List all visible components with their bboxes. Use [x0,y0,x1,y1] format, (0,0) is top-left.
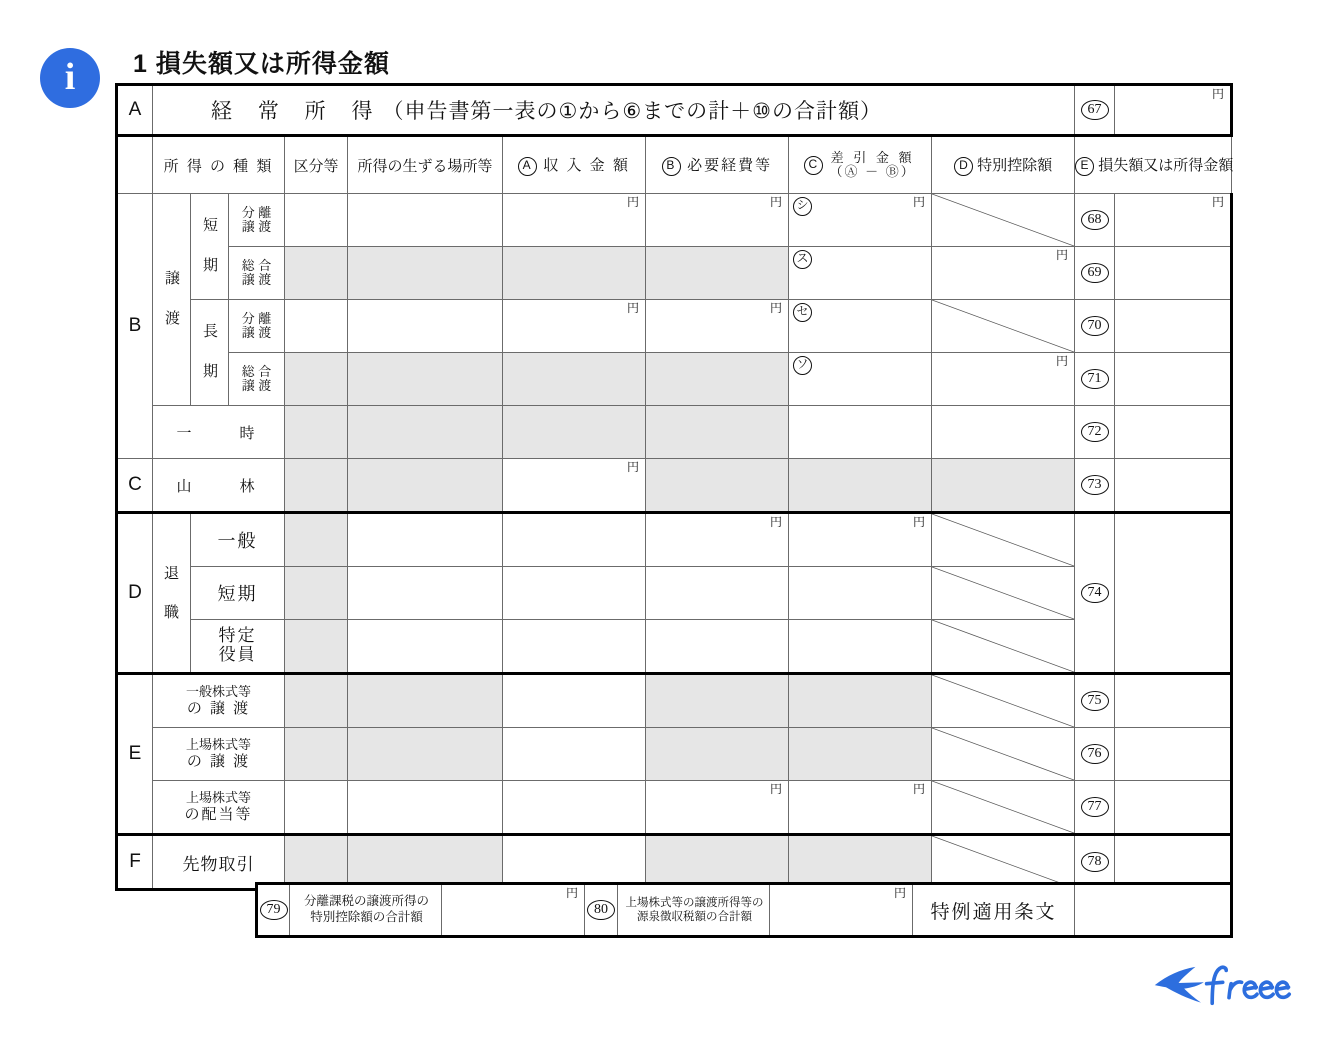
cell-75-income-a[interactable] [503,674,646,728]
cell-70-difference-c[interactable] [789,300,932,353]
cell-77-deduction-d [932,781,1075,835]
circled-c-mark: C [804,156,823,175]
cell-74b-place[interactable] [348,567,503,620]
label-jouto [153,194,191,406]
row-73-sanrin [117,459,1232,513]
bottom-summary-table [255,882,1233,938]
ref-number-78: 78 [1081,852,1109,872]
cell-73-deduction-d [932,459,1075,513]
cell-70-place[interactable] [348,300,503,353]
ref-number-69: 69 [1081,263,1109,283]
cell-74a-classification [285,513,348,567]
cell-70-classification[interactable] [285,300,348,353]
section-letter-d: D [117,513,153,674]
cell-69-value-e[interactable] [1115,247,1232,300]
cell-74c-place[interactable] [348,620,503,674]
cell-79-value[interactable] [442,884,585,937]
cell-71-deduction-d[interactable] [932,353,1075,406]
label-tanki-vertical: 短 期 [201,217,218,276]
label-tokutei-yakuin: 特定 役員 [191,620,285,674]
ref-number-75: 75 [1081,691,1109,711]
label-chouki [191,300,229,406]
label-jouto-vertical: 譲 渡 [163,270,180,329]
cell-74c-income-a[interactable] [503,620,646,674]
yen-symbol: 円 [565,886,578,900]
yen-symbol: 円 [912,515,925,529]
header-col-e-loss-or-income: E 損失額又は所得金額 [1075,136,1232,194]
cell-68-ref [1075,194,1115,247]
row-a-title: 経 常 所 得（申告書第一表の①から⑥までの計＋⑩の合計額） [211,100,882,123]
cell-69-difference-c[interactable] [789,247,932,300]
cell-tokurei-value[interactable] [1075,884,1232,937]
section-letter-f: F [117,835,153,890]
ref-number-70: 70 [1081,316,1109,336]
row-a-title-cell [153,85,1075,136]
label-joujou-kabushiki-jouto: 上場株式等 の 譲 渡 [153,728,285,781]
yen-symbol: 円 [626,301,639,315]
cell-71-value-e[interactable] [1115,353,1232,406]
ref-number-72: 72 [1081,422,1109,442]
yen-symbol: 円 [626,195,639,209]
cell-73-difference-c [789,459,932,513]
cell-77-difference-c[interactable] [789,781,932,835]
row-75-ippan-kabushiki-jouto [117,674,1232,728]
label-bunri-jouto-short: 分 離 譲 渡 [229,194,285,247]
diagonal-strike [932,781,1074,833]
cell-74-ref [1075,513,1115,674]
cell-68-classification[interactable] [285,194,348,247]
row-72-ichiji [117,406,1232,459]
cell-74c-difference-c[interactable] [789,620,932,674]
cell-72-ref [1075,406,1115,459]
label-tanki-d: 短期 [191,567,285,620]
diagonal-strike [932,728,1074,780]
cell-77-place[interactable] [348,781,503,835]
cell-73-income-a[interactable] [503,459,646,513]
ref-number-74: 74 [1081,583,1109,603]
circled-d-mark: D [954,157,973,176]
diagonal-strike [932,836,1074,888]
ref-number-79: 79 [260,900,288,920]
circled-kana-se: セ [793,303,812,322]
info-icon-glyph: i [64,56,76,98]
cell-72-difference-c[interactable] [789,406,932,459]
cell-76-ref [1075,728,1115,781]
cell-68-income-a[interactable] [503,194,646,247]
header-income-type: 所 得 の 種 類 [153,136,285,194]
label-sanrin: 山 林 [153,459,285,513]
yen-symbol: 円 [1212,87,1225,101]
cell-77-ref [1075,781,1115,835]
cell-74b-classification [285,567,348,620]
cell-69-classification [285,247,348,300]
label-taishoku-chars: 退 職 [163,565,179,621]
bottom-row [257,884,1232,937]
label-79: 分離課税の譲渡所得の 特別控除額の合計額 [290,884,442,937]
row-a-value-cell[interactable] [1115,85,1232,136]
cell-76-difference-c [789,728,932,781]
label-sakimono: 先物取引 [153,835,285,890]
header-col-d-special-deduction: D 特別控除額 [932,136,1075,194]
yen-symbol: 円 [912,782,925,796]
label-80: 上場株式等の譲渡所得等の 源泉徴収税額の合計額 [618,884,770,937]
row-74-taishoku-tanki [117,567,1232,620]
label-sogo-jouto-long: 総 合 譲 渡 [229,353,285,406]
cell-77-expenses-b[interactable] [646,781,789,835]
yen-symbol: 円 [893,886,906,900]
cell-70-income-a[interactable] [503,300,646,353]
header-blank-corner [117,136,153,194]
cell-72-value-e[interactable] [1115,406,1232,459]
diagonal-strike [932,675,1074,727]
cell-76-place [348,728,503,781]
cell-76-expenses-b [646,728,789,781]
cell-74c-deduction-d [932,620,1075,674]
section-letter-c: C [117,459,153,513]
label-chouki-vertical: 長 期 [201,323,218,382]
cell-75-ref [1075,674,1115,728]
cell-76-income-a[interactable] [503,728,646,781]
row-70-chouki-bunri-jouto [117,300,1232,353]
row-77-joujou-kabushiki-haitou [117,781,1232,835]
yen-symbol: 円 [769,195,782,209]
circled-a-mark: A [518,157,537,176]
cell-72-classification [285,406,348,459]
label-ippan-kabushiki: 一般株式等 の 譲 渡 [153,674,285,728]
yen-symbol: 円 [626,460,639,474]
cell-79-ref [257,884,290,937]
section-letter-a: A [117,85,153,136]
cell-75-value-e[interactable] [1115,674,1232,728]
bottom-summary-strip [255,882,1230,938]
column-header-row [117,136,1232,194]
cell-70-value-e[interactable] [1115,300,1232,353]
row-69-tanki-sogo-jouto [117,247,1232,300]
diagonal-strike [932,514,1074,566]
cell-76-classification [285,728,348,781]
label-bunri-jouto-long: 分 離 譲 渡 [229,300,285,353]
row-71-chouki-sogo-jouto [117,353,1232,406]
cell-71-place [348,353,503,406]
section-letter-e: E [117,674,153,835]
cell-72-expenses-b [646,406,789,459]
cell-74a-deduction-d [932,513,1075,567]
cell-71-expenses-b [646,353,789,406]
cell-75-expenses-b [646,674,789,728]
cell-74b-deduction-d [932,567,1075,620]
cell-75-classification [285,674,348,728]
label-tokurei-tekiyou-joubun: 特例適用条文 [913,884,1075,937]
cell-71-income-a [503,353,646,406]
circled-b-mark: B [662,157,681,176]
label-ichiji: 一 時 [153,406,285,459]
row-68-tanki-bunri-jouto [117,194,1232,247]
row-74-taishoku-ippan [117,513,1232,567]
header-col-b-expenses: B 必要経費等 [646,136,789,194]
cell-69-deduction-d[interactable] [932,247,1075,300]
cell-70-deduction-d [932,300,1075,353]
cell-75-place [348,674,503,728]
cell-76-deduction-d [932,728,1075,781]
yen-symbol: 円 [912,195,925,209]
cell-68-place[interactable] [348,194,503,247]
header-classification: 区分等 [285,136,348,194]
diagonal-strike [932,194,1074,246]
cell-80-value[interactable] [770,884,913,937]
freee-logo [1152,956,1292,1010]
circled-e-mark: E [1075,157,1094,176]
cell-68-difference-c[interactable] [789,194,932,247]
label-ippan: 一般 [191,513,285,567]
row-76-joujou-kabushiki-jouto [117,728,1232,781]
ref-number-80: 80 [587,900,615,920]
cell-73-value-e[interactable] [1115,459,1232,513]
cell-75-deduction-d [932,674,1075,728]
ref-number-67: 67 [1081,100,1109,120]
circled-kana-su: ス [793,250,812,269]
tax-form-table-wrapper [115,83,1234,891]
loss-or-income-table [115,83,1233,891]
yen-symbol: 円 [769,301,782,315]
ref-number-73: 73 [1081,475,1109,495]
header-col-c-difference: C 差 引 金 額 （Ⓐ － Ⓑ） [789,136,932,194]
section-letter-b: B [117,194,153,459]
row-a-ref-cell [1075,85,1115,136]
row-a-keijo-shotoku [117,85,1232,136]
row-74-taishoku-tokutei-yakuin [117,620,1232,674]
freee-wordmark [1207,967,1290,1003]
freee-bird-icon [1155,967,1204,1003]
cell-72-place [348,406,503,459]
cell-74a-expenses-b[interactable] [646,513,789,567]
cell-70-ref [1075,300,1115,353]
diagonal-strike [932,567,1074,619]
page-title: 1 損失額又は所得金額 [133,50,390,78]
cell-73-classification [285,459,348,513]
ref-number-68: 68 [1081,210,1109,230]
cell-74c-classification [285,620,348,674]
diagonal-strike [932,300,1074,352]
cell-74c-expenses-b[interactable] [646,620,789,674]
cell-72-income-a [503,406,646,459]
info-icon [40,48,100,108]
cell-77-income-a[interactable] [503,781,646,835]
cell-74a-income-a[interactable] [503,513,646,567]
cell-73-expenses-b [646,459,789,513]
yen-symbol: 円 [769,782,782,796]
circled-kana-so: ソ [793,356,812,375]
cell-76-value-e[interactable] [1115,728,1232,781]
yen-symbol: 円 [1056,248,1069,262]
cell-71-difference-c[interactable] [789,353,932,406]
cell-72-deduction-d[interactable] [932,406,1075,459]
cell-74b-income-a[interactable] [503,567,646,620]
cell-73-ref [1075,459,1115,513]
cell-74b-difference-c[interactable] [789,567,932,620]
cell-68-expenses-b[interactable] [646,194,789,247]
ref-number-76: 76 [1081,744,1109,764]
cell-73-place [348,459,503,513]
yen-symbol: 円 [1212,195,1225,209]
cell-75-difference-c [789,674,932,728]
cell-71-classification [285,353,348,406]
yen-symbol: 円 [1056,354,1069,368]
cell-77-value-e[interactable] [1115,781,1232,835]
label-tanki [191,194,229,300]
yen-symbol: 円 [769,515,782,529]
cell-69-expenses-b [646,247,789,300]
ref-number-71: 71 [1081,369,1109,389]
cell-80-ref [585,884,618,937]
diagonal-strike [932,620,1074,672]
header-place: 所得の生ずる場所等 [348,136,503,194]
cell-68-deduction-d [932,194,1075,247]
label-taishoku [153,513,191,674]
ref-number-77: 77 [1081,797,1109,817]
cell-74a-difference-c[interactable] [789,513,932,567]
header-col-a-income: A 収 入 金 額 [503,136,646,194]
cell-71-ref [1075,353,1115,406]
circled-kana-shi: シ [793,197,812,216]
label-sogo-jouto-short: 総 合 譲 渡 [229,247,285,300]
cell-74-value-e[interactable] [1115,513,1232,674]
cell-68-value-e[interactable] [1115,194,1232,247]
cell-70-expenses-b[interactable] [646,300,789,353]
cell-77-classification[interactable] [285,781,348,835]
label-joujou-kabushiki-haitou: 上場株式等 の配当等 [153,781,285,835]
cell-74b-expenses-b[interactable] [646,567,789,620]
cell-74a-place[interactable] [348,513,503,567]
cell-69-ref [1075,247,1115,300]
cell-69-place [348,247,503,300]
cell-69-income-a [503,247,646,300]
